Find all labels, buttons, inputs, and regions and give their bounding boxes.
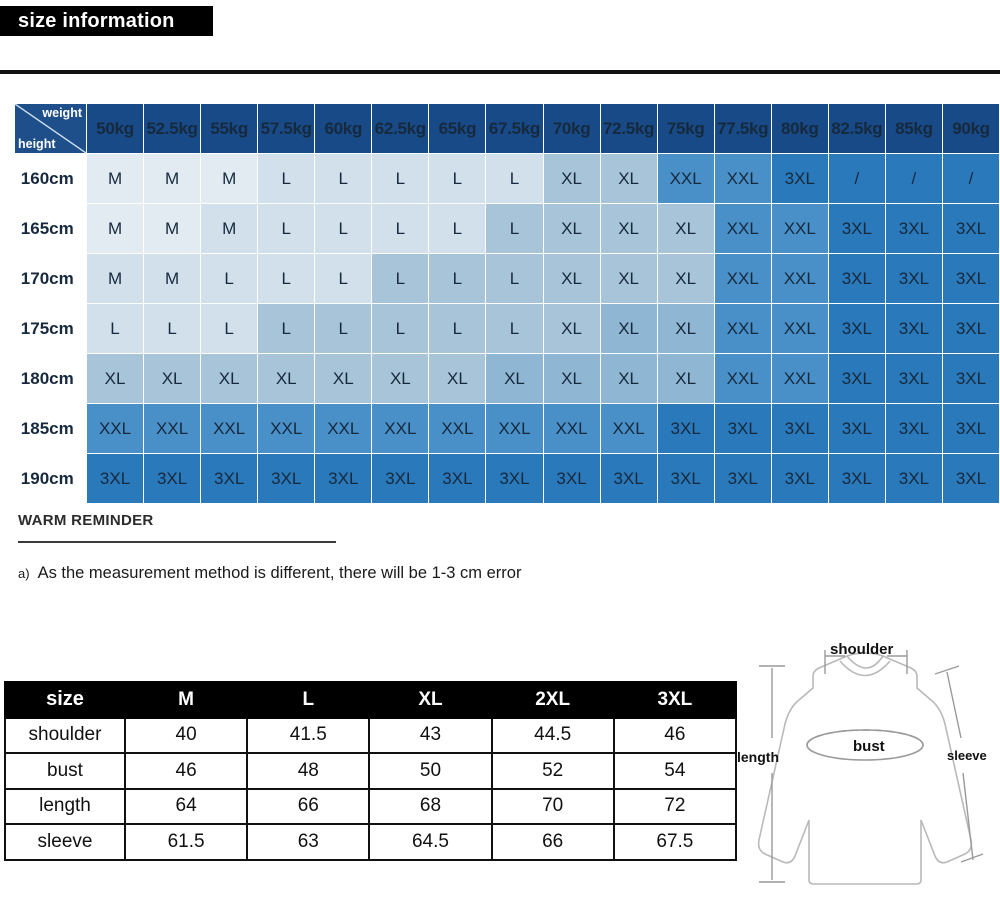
size-cell: 3XL <box>144 454 201 504</box>
size-cell: / <box>942 154 999 204</box>
height-row-header: 165cm <box>15 204 87 254</box>
measurement-value: 66 <box>247 789 369 825</box>
measurement-value: 46 <box>614 718 736 754</box>
page-title: size information <box>18 9 175 32</box>
size-cell: 3XL <box>885 254 942 304</box>
size-cell: M <box>87 254 144 304</box>
size-cell: 3XL <box>942 354 999 404</box>
size-cell: XL <box>600 154 657 204</box>
measurement-row <box>5 824 736 860</box>
weight-column-header: 77.5kg <box>714 104 771 154</box>
note-marker: a) <box>18 566 30 581</box>
measurement-row <box>5 718 736 754</box>
size-cell: L <box>429 254 486 304</box>
note-text: As the measurement method is different, there will be 1-3 cm error <box>37 564 522 582</box>
size-cell: L <box>372 254 429 304</box>
warm-reminder-title: WARM REMINDER <box>18 512 154 529</box>
measurement-value: 52 <box>492 753 614 789</box>
size-cell: XXL <box>600 404 657 454</box>
size-cell: XXL <box>714 304 771 354</box>
size-cell: L <box>201 304 258 354</box>
measurement-size-header: M <box>125 682 247 718</box>
size-cell: L <box>87 304 144 354</box>
size-cell: 3XL <box>372 454 429 504</box>
measurement-row <box>5 789 736 825</box>
size-cell: XXL <box>372 404 429 454</box>
size-cell: XXL <box>201 404 258 454</box>
size-cell: XL <box>657 304 714 354</box>
measurement-body <box>5 718 736 860</box>
height-row-header: 170cm <box>15 254 87 304</box>
weight-column-header: 57.5kg <box>258 104 315 154</box>
size-cell: L <box>258 204 315 254</box>
size-cell: XL <box>657 354 714 404</box>
diagram-bust-label: bust <box>853 738 885 755</box>
warm-reminder-note <box>18 564 521 583</box>
measurement-value: 72 <box>614 789 736 825</box>
matrix-header-row <box>15 104 1000 154</box>
size-cell: XL <box>543 204 600 254</box>
measurement-label: shoulder <box>5 718 125 754</box>
size-cell: XXL <box>771 304 828 354</box>
size-cell: XL <box>600 304 657 354</box>
size-cell: 3XL <box>771 404 828 454</box>
size-cell: 3XL <box>942 204 999 254</box>
size-cell: L <box>315 154 372 204</box>
garment-measurement-table <box>4 681 737 861</box>
size-cell: XXL <box>144 404 201 454</box>
size-cell: M <box>201 204 258 254</box>
matrix-row <box>15 154 1000 204</box>
size-cell: 3XL <box>258 454 315 504</box>
weight-column-header: 70kg <box>543 104 600 154</box>
measurement-size-header: L <box>247 682 369 718</box>
size-cell: 3XL <box>885 304 942 354</box>
size-cell: 3XL <box>942 404 999 454</box>
size-cell: XXL <box>771 354 828 404</box>
size-cell: XXL <box>771 204 828 254</box>
matrix-corner-cell <box>15 104 87 154</box>
size-cell: 3XL <box>771 154 828 204</box>
size-cell: XL <box>429 354 486 404</box>
size-cell: 3XL <box>828 404 885 454</box>
measurement-value: 68 <box>369 789 491 825</box>
weight-column-header: 85kg <box>885 104 942 154</box>
size-cell: 3XL <box>942 454 999 504</box>
size-cell: 3XL <box>600 454 657 504</box>
size-cell: XL <box>543 254 600 304</box>
size-cell: 3XL <box>885 354 942 404</box>
size-cell: L <box>486 304 543 354</box>
size-cell: L <box>429 154 486 204</box>
size-cell: XL <box>144 354 201 404</box>
height-row-header: 190cm <box>15 454 87 504</box>
size-cell: / <box>828 154 885 204</box>
size-cell: XL <box>315 354 372 404</box>
size-cell: 3XL <box>87 454 144 504</box>
size-cell: 3XL <box>828 354 885 404</box>
size-cell: L <box>372 304 429 354</box>
size-cell: 3XL <box>657 454 714 504</box>
matrix-row <box>15 454 1000 504</box>
size-cell: 3XL <box>828 254 885 304</box>
size-cell: 3XL <box>942 254 999 304</box>
size-cell: L <box>429 204 486 254</box>
weight-column-header: 67.5kg <box>486 104 543 154</box>
size-cell: XXL <box>315 404 372 454</box>
measurement-row <box>5 753 736 789</box>
size-cell: L <box>315 204 372 254</box>
size-cell: L <box>144 304 201 354</box>
size-cell: 3XL <box>885 404 942 454</box>
header-divider <box>0 70 1000 74</box>
weight-column-header: 75kg <box>657 104 714 154</box>
size-cell: XXL <box>657 154 714 204</box>
size-cell: XL <box>600 204 657 254</box>
size-cell: 3XL <box>657 404 714 454</box>
size-cell: 3XL <box>885 204 942 254</box>
size-cell: 3XL <box>828 454 885 504</box>
garment-diagram <box>735 628 1000 900</box>
measurement-value: 70 <box>492 789 614 825</box>
page-title-banner <box>0 6 213 36</box>
weight-column-header: 82.5kg <box>828 104 885 154</box>
matrix-row <box>15 404 1000 454</box>
height-axis-label: height <box>18 137 56 151</box>
weight-column-header: 55kg <box>201 104 258 154</box>
diagram-shoulder-label: shoulder <box>830 641 894 658</box>
size-cell: L <box>258 304 315 354</box>
size-cell: 3XL <box>771 454 828 504</box>
weight-column-header: 50kg <box>87 104 144 154</box>
size-cell: XL <box>87 354 144 404</box>
measurement-value: 46 <box>125 753 247 789</box>
size-cell: L <box>372 154 429 204</box>
size-cell: XL <box>543 354 600 404</box>
size-cell: L <box>315 254 372 304</box>
measurement-value: 67.5 <box>614 824 736 860</box>
measurement-value: 64.5 <box>369 824 491 860</box>
size-cell: 3XL <box>486 454 543 504</box>
height-row-header: 175cm <box>15 304 87 354</box>
size-cell: 3XL <box>828 304 885 354</box>
size-cell: XXL <box>543 404 600 454</box>
matrix-row <box>15 354 1000 404</box>
size-cell: XL <box>600 254 657 304</box>
size-cell: XL <box>657 204 714 254</box>
size-cell: XXL <box>714 254 771 304</box>
size-cell: M <box>144 154 201 204</box>
size-cell: 3XL <box>429 454 486 504</box>
measurement-value: 48 <box>247 753 369 789</box>
size-cell: XL <box>372 354 429 404</box>
size-cell: XXL <box>714 354 771 404</box>
weight-column-header: 80kg <box>771 104 828 154</box>
size-cell: XXL <box>486 404 543 454</box>
size-cell: L <box>486 204 543 254</box>
size-cell: 3XL <box>942 304 999 354</box>
measurement-value: 41.5 <box>247 718 369 754</box>
weight-axis-label: weight <box>42 106 82 120</box>
size-cell: 3XL <box>714 404 771 454</box>
measurement-value: 63 <box>247 824 369 860</box>
size-cell: XL <box>486 354 543 404</box>
size-cell: / <box>885 154 942 204</box>
size-cell: XL <box>258 354 315 404</box>
size-cell: M <box>87 204 144 254</box>
size-cell: L <box>372 204 429 254</box>
measurement-value: 40 <box>125 718 247 754</box>
measurement-value: 50 <box>369 753 491 789</box>
size-cell: 3XL <box>885 454 942 504</box>
measurement-value: 64 <box>125 789 247 825</box>
weight-column-header: 90kg <box>942 104 999 154</box>
matrix-row <box>15 204 1000 254</box>
size-cell: XXL <box>429 404 486 454</box>
size-cell: XXL <box>258 404 315 454</box>
measurement-label: sleeve <box>5 824 125 860</box>
size-cell: L <box>315 304 372 354</box>
size-cell: L <box>486 254 543 304</box>
diagram-length-label: length <box>737 749 779 765</box>
size-cell: L <box>486 154 543 204</box>
matrix-body <box>15 154 1000 504</box>
weight-column-header: 52.5kg <box>144 104 201 154</box>
measurement-value: 54 <box>614 753 736 789</box>
size-cell: XL <box>543 304 600 354</box>
size-cell: XL <box>657 254 714 304</box>
measurement-size-header: XL <box>369 682 491 718</box>
size-cell: L <box>258 154 315 204</box>
measurement-label: length <box>5 789 125 825</box>
height-weight-size-matrix <box>14 103 1000 504</box>
size-cell: L <box>201 254 258 304</box>
measurement-value: 66 <box>492 824 614 860</box>
size-cell: 3XL <box>828 204 885 254</box>
size-cell: XL <box>600 354 657 404</box>
weight-column-header: 62.5kg <box>372 104 429 154</box>
height-row-header: 185cm <box>15 404 87 454</box>
height-row-header: 180cm <box>15 354 87 404</box>
size-cell: 3XL <box>315 454 372 504</box>
size-cell: XXL <box>714 154 771 204</box>
size-cell: XL <box>201 354 258 404</box>
size-cell: XXL <box>771 254 828 304</box>
size-cell: M <box>201 154 258 204</box>
weight-column-header: 72.5kg <box>600 104 657 154</box>
measurement-corner-header: size <box>5 682 125 718</box>
warm-reminder-underline <box>18 541 336 543</box>
height-row-header: 160cm <box>15 154 87 204</box>
measurement-size-header: 3XL <box>614 682 736 718</box>
size-cell: XL <box>543 154 600 204</box>
measurement-size-header: 2XL <box>492 682 614 718</box>
size-cell: M <box>144 254 201 304</box>
size-cell: 3XL <box>201 454 258 504</box>
matrix-row <box>15 304 1000 354</box>
measurement-value: 44.5 <box>492 718 614 754</box>
weight-column-header: 60kg <box>315 104 372 154</box>
size-cell: XXL <box>714 204 771 254</box>
measurement-value: 43 <box>369 718 491 754</box>
measurement-value: 61.5 <box>125 824 247 860</box>
size-cell: L <box>429 304 486 354</box>
weight-column-header: 65kg <box>429 104 486 154</box>
size-cell: 3XL <box>543 454 600 504</box>
size-cell: XXL <box>87 404 144 454</box>
size-cell: M <box>144 204 201 254</box>
size-cell: M <box>87 154 144 204</box>
measurement-label: bust <box>5 753 125 789</box>
measurement-header-row <box>5 682 736 718</box>
size-cell: L <box>258 254 315 304</box>
matrix-row <box>15 254 1000 304</box>
size-cell: 3XL <box>714 454 771 504</box>
diagram-sleeve-label: sleeve <box>947 748 987 763</box>
